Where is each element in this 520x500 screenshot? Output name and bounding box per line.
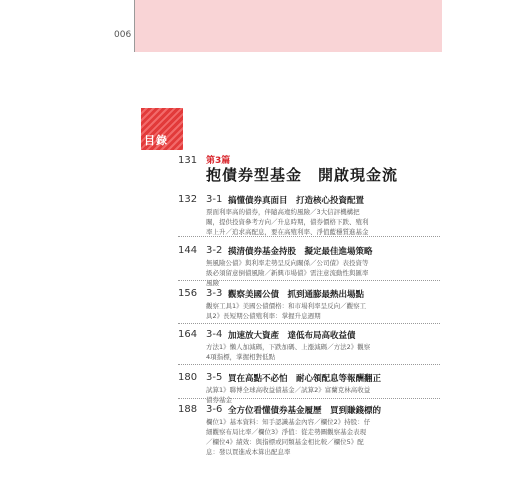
entry-section-number: 3-5: [206, 372, 223, 383]
entry-description: 票面利率高的債券，伴隨高違約風險／3大信評機構把關，提供投資參考方向／升息時期，債券價格下跌、殖利率上升／追求高配息，要在高殖利率、淨值藍穩質進基金: [206, 208, 369, 236]
entry-title: 搞懂債券真面目 打造核心投資配置: [228, 196, 365, 206]
entry-page-number: 144: [178, 245, 198, 256]
entry-title: 觀察美國公債 抓到通膨最熱出場點: [228, 290, 365, 300]
entry-description: 試算1》聯博全球高收益債基金／試算2》富蘭克林高收益債券基金: [206, 386, 371, 404]
entry-divider: [178, 280, 440, 281]
entry-title: 加速放大資產 達低布局高收益債: [228, 331, 356, 341]
entry-section-number: 3-6: [206, 404, 223, 415]
contents-label: 目錄: [144, 134, 168, 147]
page-header: [82, 0, 442, 52]
entry-description: 觀察工具1》美國公債價格：和市場利率呈反向／觀察工具2》長短期公債殖利率：掌握升息週期: [206, 302, 367, 320]
entry-description: 方法1》懶人加減碼，下跌加碼、上漲減碼／方法2》觀察4項指標，掌握相對低點: [206, 343, 371, 361]
entry-divider: [178, 236, 440, 237]
entry-divider: [178, 398, 440, 399]
part-tag: 第3篇: [206, 156, 231, 166]
part-page-number: 131: [178, 155, 198, 166]
entry-page-number: 188: [178, 404, 198, 415]
entry-divider: [178, 364, 440, 365]
entry-page-number: 132: [178, 194, 198, 205]
entry-page-number: 180: [178, 372, 198, 383]
entry-section-number: 3-3: [206, 288, 223, 299]
part-title: 抱債券型基金 開啟現金流: [206, 166, 399, 184]
entry-section-number: 3-4: [206, 329, 223, 340]
entry-description: 欄位1》基本資料：知手認識基金內容／欄位2》持股：仔細觀察布局比率／欄位3》淨值：從走勢圖觀察基金表現／欄位4》績效：與指標或同類基金相比較／欄位5》配息：發以買進成本算出配息率: [206, 418, 371, 456]
entry-section-number: 3-2: [206, 245, 223, 256]
entry-title: 摸清債券基金持股 擬定最佳進場策略: [228, 247, 373, 257]
entry-page-number: 156: [178, 288, 198, 299]
entry-divider: [178, 323, 440, 324]
entry-page-number: 164: [178, 329, 198, 340]
entry-section-number: 3-1: [206, 194, 223, 205]
entry-description: 無風險公債》與利率走勢呈反向關係／公司債》表投資等級必須留意倒債風險／新興市場債》需注意流動性與匯率風險: [206, 259, 369, 287]
entry-title: 全方位看懂債券基金履歷 買到賺錢標的: [228, 406, 382, 416]
book-page: [82, 0, 442, 500]
page-number: 006: [114, 30, 132, 40]
header-margin: [82, 0, 135, 52]
entry-title: 買在高點不必怕 耐心領配息等報酬翻正: [228, 374, 382, 384]
